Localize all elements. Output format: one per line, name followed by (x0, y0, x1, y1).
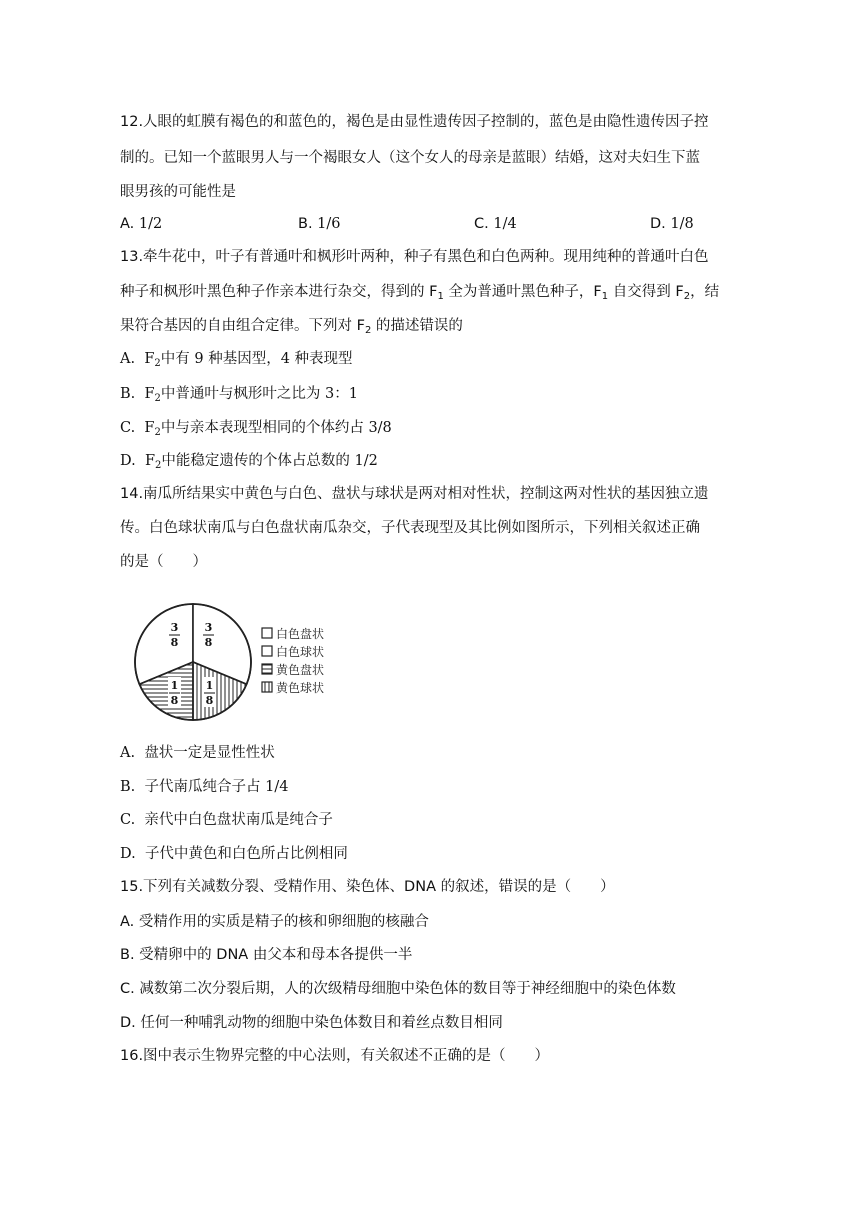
q12-option-b (298, 214, 341, 234)
text-run: ，结 (690, 284, 720, 300)
option-text: 减数第二次分裂后期，人的次级精母细胞中染色体的数目等于神经细胞中的染色体数 (139, 981, 676, 997)
pie-legend (262, 626, 324, 695)
fraction-denominator: 8 (170, 636, 179, 649)
fraction-numerator: 3 (204, 621, 213, 634)
q13-stem-line-2 (120, 282, 719, 307)
subscript: 2 (154, 358, 161, 369)
text-run: 的描述错误的 (371, 318, 463, 334)
q14-stem-line-3: 的是（ ） (120, 554, 207, 570)
q13-stem-line-3 (120, 316, 463, 341)
option-label: C. (120, 420, 136, 436)
q12-stem-line-3: 眼男孩的可能性是 (120, 184, 236, 200)
q15-option-d (120, 1013, 503, 1033)
q12-option-a (120, 214, 162, 234)
text-run: 果符合基因的自由组合定律。下列对 F (120, 318, 365, 334)
option-text: F (144, 351, 155, 367)
option-label: A. (120, 216, 135, 232)
option-label: C. (120, 812, 136, 828)
option-label: B. (298, 216, 313, 232)
q13-option-d (120, 451, 378, 476)
fraction-denominator: 8 (205, 694, 214, 707)
legend-label: 白色盘状 (276, 627, 325, 641)
q14-option-a (120, 743, 275, 763)
option-label: C. (474, 216, 489, 232)
fraction-numerator: 1 (205, 679, 214, 692)
option-text: 子代中黄色和白色所占比例相同 (144, 846, 348, 862)
option-text: 1/6 (317, 216, 341, 232)
q15-option-b (120, 945, 412, 965)
fraction-denominator: 8 (170, 694, 179, 707)
option-text: 中与亲本表现型相同的个体约占 3/8 (160, 420, 392, 436)
q12-stem-line-2: 制的。已知一个蓝眼男人与一个褐眼女人（这个女人的母亲是蓝眼）结婚，这对夫妇生下蓝 (120, 150, 700, 166)
legend-swatch-yellow-sphere (262, 682, 272, 692)
option-label: B. (120, 947, 135, 963)
option-label: A. (120, 745, 136, 761)
q14-stem-line-2: 传。白色球状南瓜与白色盘状南瓜杂交，子代表现型及其比例如图所示，下列相关叙述正确 (120, 520, 700, 536)
pie-chart (135, 604, 251, 720)
q13-option-a (120, 349, 353, 374)
q14-option-c (120, 810, 333, 830)
fraction-denominator: 8 (204, 636, 213, 649)
legend-label: 白色球状 (276, 645, 325, 659)
q16-stem: 16.图中表示生物界完整的中心法则，有关叙述不正确的是（ ） (120, 1048, 550, 1064)
option-text: 受精作用的实质是精子的核和卵细胞的核融合 (138, 914, 429, 930)
q13-option-b (120, 384, 358, 409)
option-text: 1/4 (493, 216, 517, 232)
option-text: 1/2 (138, 216, 163, 232)
option-label: D. (120, 1015, 136, 1031)
option-text: 受精卵中的 DNA 由父本和母本各提供一半 (139, 947, 413, 963)
option-text: 子代南瓜纯合子占 1/4 (144, 779, 289, 795)
q14-stem-line-1: 14.南瓜所结果实中黄色与白色、盘状与球状是两对相对性状，控制这两对性状的基因独立遗 (120, 486, 709, 502)
legend-label: 黄色盘状 (276, 663, 325, 677)
q12-option-d (650, 214, 694, 234)
q14-option-b (120, 777, 288, 797)
q15-option-a (120, 912, 429, 932)
fraction-numerator: 3 (170, 621, 179, 634)
subscript: 1 (601, 291, 609, 302)
option-text: 任何一种哺乳动物的细胞中染色体数目和着丝点数目相同 (140, 1015, 503, 1031)
q12-stem-line-1: 12.人眼的虹膜有褐色的和蓝色的，褐色是由显性遗传因子控制的，蓝色是由隐性遗传因子控 (120, 114, 709, 130)
option-text: 亲代中白色盘状南瓜是纯合子 (144, 812, 333, 828)
q14-option-d (120, 844, 348, 864)
legend-swatch-white-disc (262, 628, 272, 638)
option-label: B. (120, 779, 136, 795)
option-text: 中普通叶与枫形叶之比为 3：1 (160, 386, 358, 402)
q12-options (120, 214, 740, 234)
fraction-numerator: 1 (170, 679, 179, 692)
option-text: F (144, 420, 155, 436)
option-label: B. (120, 386, 136, 402)
q15-option-c (120, 979, 676, 999)
q13-stem-line-1: 13.牵牛花中，叶子有普通叶和枫形叶两种，种子有黑色和白色两种。现用纯种的普通叶白色 (120, 249, 709, 265)
subscript: 1 (437, 291, 444, 302)
text-run: 种子和枫形叶黑色种子作亲本进行杂交，得到的 F (120, 284, 438, 300)
q12-option-c (474, 214, 517, 234)
option-label: A. (120, 351, 136, 367)
q13-option-c (120, 418, 392, 443)
subscript: 2 (155, 460, 162, 471)
subscript: 2 (364, 325, 372, 336)
subscript: 2 (154, 427, 161, 438)
legend-swatch-white-sphere (262, 646, 272, 656)
subscript: 2 (154, 393, 161, 404)
text-run: 全为普通叶黑色种子，F (443, 284, 602, 300)
option-label: C. (120, 981, 135, 997)
legend-swatch-yellow-disc (262, 664, 272, 674)
option-label: D. (120, 846, 136, 862)
q14-pie-figure (128, 600, 343, 724)
option-text: F (144, 453, 155, 469)
option-label: A. (120, 914, 135, 930)
legend-label: 黄色球状 (276, 681, 325, 695)
option-label: D. (120, 453, 136, 469)
option-text: 1/8 (670, 216, 694, 232)
option-text: 中能稳定遗传的个体占总数的 1/2 (161, 453, 378, 469)
option-label: D. (650, 216, 666, 232)
q15-stem: 15.下列有关减数分裂、受精作用、染色体、DNA 的叙述，错误的是（ ） (120, 879, 615, 895)
option-text: F (144, 386, 155, 402)
subscript: 2 (683, 291, 691, 302)
option-text: 中有 9 种基因型，4 种表现型 (160, 351, 353, 367)
text-run: 自交得到 F (608, 284, 684, 300)
option-text: 盘状一定是显性性状 (144, 745, 275, 761)
